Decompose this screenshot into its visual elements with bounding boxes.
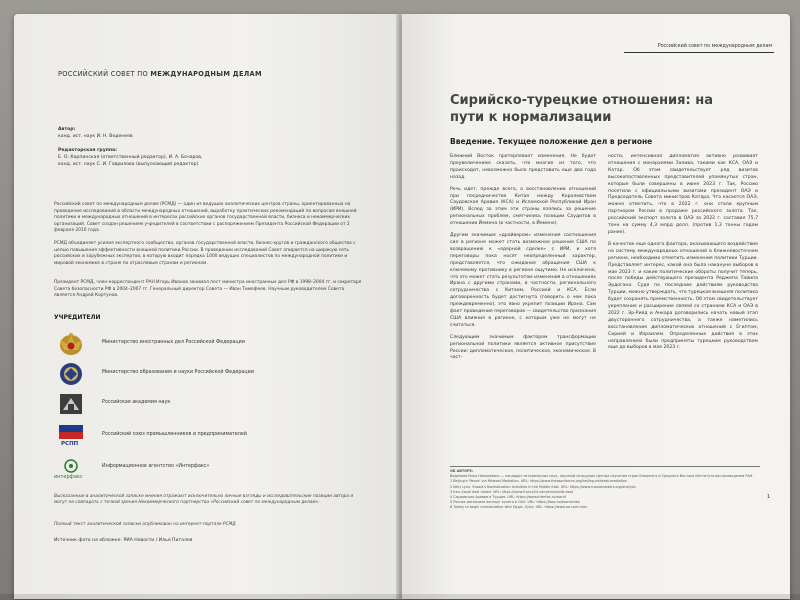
- founder-name: Министерство образования и науки Российской Федерации: [102, 370, 254, 375]
- footnote: 1 Beijing's 'Peace' via Mideast Mediation. URL: https://www.theasanforum.org/beijing-mideast-mediation: [450, 479, 628, 484]
- footnote: 6 Turkey to begin normalization with Egypt, Syria. URL: https://www.aa.com.tr/en: [450, 505, 588, 510]
- footnote: 4 Саудовская Аравия и Турция. URL: https://www.interfax.ru/world: [450, 495, 566, 500]
- page-number: 1: [766, 494, 770, 500]
- editorial-line-1: Е. О. Карпинская (ответственный редактор), И. А. Бочаров,: [58, 155, 203, 160]
- col1-paragraph: Другим значимым «драйвером» изменения соотношения сил в регионе может стать возможное решение США по возвращению к «ядерной сделке» с ИРИ, и хотя переговоры пока носят неопределенный характер, представляется, что ожидание обращения США к ключевому противнику в регионе ощутимо. Не исключено, что это может стать результатом изменения в отношениях Ирана с другими странами, в частности, регионального сотрудничества с Китаем, Россией и КСА. Если договоренность будет достигнута (говорить о чем пока преждевременно), это явно укрепит позиции Ирана. Сам факт проведения переговоров — свидетельство признания США влияния в регионе, с которым уже не могут не считаться.: [450, 233, 596, 328]
- col1-paragraph: Речь идет, прежде всего, о восстановлении отношений при посредничестве Китая между Королевством Саудовская Аравия (КСА) и Исламской Республикой Иран (ИРИ). Вслед за этим эти страны взялись за решение региональных проблем, смягчились позиции Саудитов в отношении Йемена (в частности, в Йемене).: [450, 186, 596, 227]
- footnote-heading: ОБ АВТОРЕ:: [450, 469, 474, 473]
- founder-name: Информационное агентство «Интерфакс»: [102, 464, 210, 469]
- ras-logo-icon: [54, 390, 88, 418]
- editorial-label: Редакторская группа:: [58, 148, 117, 153]
- footnote-rule: [450, 466, 760, 467]
- founder-interfax: [54, 454, 374, 482]
- left-page: [14, 14, 398, 599]
- founder-ras: [54, 390, 374, 418]
- right-page: [402, 14, 790, 599]
- founder-name: Российский союз промышленников и предпринимателей: [102, 432, 247, 437]
- eagle-emblem-icon: [54, 330, 88, 358]
- footnote: Веденеев Илья Николаевич — кандидат исторических наук, научный сотрудник Центра изучения стран Ближнего и Среднего Востока Института востоковедения РАН.: [450, 474, 754, 479]
- editorial-line-2: канд. ист. наук С. И. Гаврилова (выпускающий редактор): [58, 162, 199, 167]
- ministry-emblem-icon: [54, 360, 88, 388]
- footnote: 3 Iran–Saudi deal hailed. URL: https://www.france24.com/en/middle-east: [450, 489, 574, 494]
- desk-shadow: [0, 594, 800, 600]
- right-page-header: Российский совет по международным делам: [657, 44, 772, 49]
- footnote: 5 Россия увеличила экспорт золота в ОАЭ. URL: https://tass.ru/ekonomika: [450, 500, 580, 505]
- header-regular: РОССИЙСКИЙ СОВЕТ ПО: [58, 70, 148, 78]
- rspp-logo-text: РСПП: [61, 441, 79, 447]
- header-bold: МЕЖДУНАРОДНЫМ ДЕЛАМ: [150, 70, 262, 78]
- founder-name: Министерство иностранных дел Российской Федерации: [102, 340, 245, 345]
- left-page-header: [58, 70, 262, 78]
- about-paragraph-1: Российский совет по международным делам (РСМД) — один из ведущих аналитических центров страны, ориентированных на проведение исследований в области международных отношений, выработку практических рекомендаций по вопросам внешней политики и международных отношений в интересах российских органов государственной власти, бизнеса и некоммерческих организаций. Совет создан решением учредителей в соответствии с распоряжением Президента Российской Федерации от 2 февраля 2010 года.: [54, 202, 357, 234]
- booklet-spread: [14, 14, 790, 599]
- footnotes: [450, 469, 760, 511]
- article-title: Сирийско-турецкие отношения: на пути к нормализации: [450, 93, 713, 125]
- col1-paragraph: Следующим значимым фактором трансформации региональной политики является активное присутствие России: дипломатическое, политическое, экономическое. В част-: [450, 334, 596, 361]
- about-paragraph-3: Президент РСМД, член-корреспондент РАН Игорь Иванов занимал пост министра иностранных дел РФ в 1998–2004 гг. и секретаря Совета безопасности РФ в 2004–2007 гг. Генеральный директор Совета — Иван Тимофеев. Научным руководителем Совета является Андрей Кортунов.: [54, 280, 362, 299]
- author-name: канд. ист. наук И. Н. Веденеев: [58, 134, 133, 139]
- author-label: Автор:: [58, 127, 76, 132]
- founder-name: Российская академия наук: [102, 400, 171, 405]
- full-text-note: Полный текст аналитической записки опубликован на интернет-портале РСМД: [54, 522, 236, 527]
- footnote: 2 Kelly Lynn. Russia's Normalization Activities in the Middle East. URL: https://www.russiamatters.org/analysis: [450, 484, 636, 489]
- section-subtitle: Введение. Текущее положение дел в регионе: [450, 137, 653, 146]
- about-paragraph-2: РСМД объединяет усилия экспертного сообщества, органов государственной власти, бизнес-кругов и гражданского общества с целью повышения эффективности внешней политики России. В проведении исследований Совет опирается на широкую сеть российских и зарубежных экспертов, в которую входит порядка 1000 ведущих специалистов по международной политике и мировой экономике в стране по отраслевым странам и регионам.: [54, 241, 356, 266]
- col2-paragraph: В качестве еще одного фактора, оказывающего воздействие на систему международных отношений в ближневосточном регионе, необходимо отметить изменения политики Турции. Представляет интерес, какой она была накануне выборов в мае 2023 г. и какие политические обороты получит теперь, после победы действующего президента Реджепа Тайипа Эрдогана. Судя по последним действиям руководства Турции, можно утверждать, что турецкая внешняя политика будет сохранять преемственность. Об этом свидетельствует укрепление и расширение связей со странами КСА и ОАЭ в 2022 г. Эр-Рияд и Анкара договорились начать новый этап двустороннего сотрудничества, а также наметились восстановление дипломатических отношений с Египтом, Сирией и Израилем. Определенные действия в этих направлениях были предприняты турецким руководством еще до выборов в мае 2023 г.: [608, 241, 758, 351]
- interfax-logo-text: интерфакс: [54, 474, 83, 480]
- column-2: [608, 154, 758, 357]
- founder-minobr: [54, 360, 374, 388]
- photo-source: Источник фото на обложке: РИА Новости / Илья Питалев: [54, 538, 193, 543]
- column-1: [450, 154, 596, 367]
- col1-paragraph: Ближний Восток претерпевает изменения. Не будет преувеличением сказать, что многие из того, что происходит, невозможно было представить еще два года назад.: [450, 154, 596, 180]
- col2-paragraph: ности, интенсивная дипломатия активно развивает отношения с монархиями Залива, такими как КСА, ОАЭ и Катар. Об этом свидетельствует ряд визитов высокопоставленных представителей упомянутых стран, которые были совершены в июне 2023 г. Так, Россию посетили с официальными визитами президент ОАЭ и Председатель Совета министров Катара. Что касается ОАЭ, можно отметить, что в 2022 г. они стали крупным партнером России в продаже российского золота. Так, российский экспорт золота в ОАЭ за 2022 г. составил 75,7 тонн на сумму 4,3 млрд долл. (против 1,3 тонны годом ранее).: [608, 154, 758, 235]
- founder-mfa: [54, 330, 374, 358]
- founder-rspp: [54, 422, 374, 450]
- disclaimer-text: Высказанные в аналитической записке мнения отражают исключительно личные взгляды и исследовательские позиции автора и могут не совпадать с точкой зрения Некоммерческого партнерства «Российский совет по международным делам».: [54, 494, 354, 506]
- founders-title: УЧРЕДИТЕЛИ: [54, 314, 101, 321]
- header-rule: [624, 52, 774, 53]
